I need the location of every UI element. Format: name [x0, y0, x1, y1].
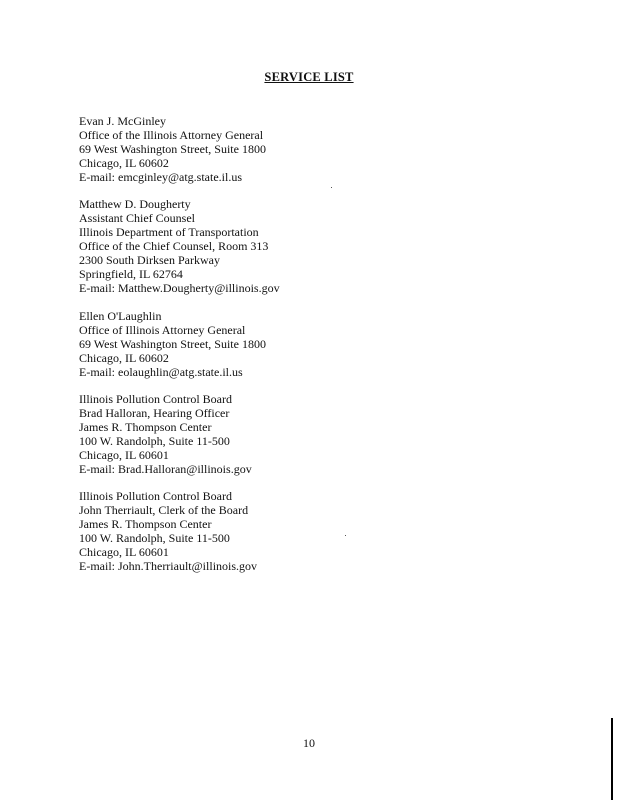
entry-name: Matthew D. Dougherty — [79, 197, 191, 211]
entry-name: Ellen O'Laughlin — [79, 309, 162, 323]
service-entry-dougherty — [79, 197, 280, 295]
service-entry-halloran — [79, 392, 252, 476]
entry-name: Evan J. McGinley — [79, 114, 166, 128]
entry-city: Chicago, IL 60601 — [79, 545, 169, 559]
entry-street: 100 W. Randolph, Suite 11-500 — [79, 531, 230, 545]
entry-street: 100 W. Randolph, Suite 11-500 — [79, 434, 230, 448]
entry-office: Office of the Chief Counsel, Room 313 — [79, 239, 269, 253]
entry-street: 69 West Washington Street, Suite 1800 — [79, 337, 266, 351]
entry-office: Office of the Illinois Attorney General — [79, 128, 264, 142]
entry-email: E-mail: John.Therriault@illinois.gov — [79, 559, 258, 573]
entry-email: E-mail: eolaughlin@atg.state.il.us — [79, 365, 243, 379]
entry-office: Office of Illinois Attorney General — [79, 323, 246, 337]
entry-organization: Illinois Pollution Control Board — [79, 489, 233, 503]
page-number: 10 — [303, 736, 315, 750]
entry-organization: Illinois Pollution Control Board — [79, 392, 233, 406]
entry-city: Chicago, IL 60602 — [79, 351, 169, 365]
scan-speck — [345, 535, 346, 536]
entry-department: Illinois Department of Transportation — [79, 225, 259, 239]
entry-name: John Therriault, Clerk of the Board — [79, 503, 249, 517]
entry-street: 2300 South Dirksen Parkway — [79, 253, 220, 267]
entry-email: E-mail: Matthew.Dougherty@illinois.gov — [79, 281, 280, 295]
service-entry-mcginley — [79, 114, 266, 184]
entry-name: Brad Halloran, Hearing Officer — [79, 406, 230, 420]
entry-email: E-mail: Brad.Halloran@illinois.gov — [79, 462, 252, 476]
entry-title: Assistant Chief Counsel — [79, 211, 195, 225]
service-entry-therriault — [79, 489, 257, 573]
entry-building: James R. Thompson Center — [79, 517, 212, 531]
entry-street: 69 West Washington Street, Suite 1800 — [79, 142, 266, 156]
scan-speck — [331, 187, 332, 188]
entry-city: Springfield, IL 62764 — [79, 267, 183, 281]
margin-scan-line — [611, 718, 613, 800]
entry-building: James R. Thompson Center — [79, 420, 212, 434]
entry-email: E-mail: emcginley@atg.state.il.us — [79, 170, 243, 184]
entry-city: Chicago, IL 60601 — [79, 448, 169, 462]
page-title: SERVICE LIST — [264, 70, 354, 84]
service-entry-olaughlin — [79, 309, 266, 379]
entry-city: Chicago, IL 60602 — [79, 156, 169, 170]
